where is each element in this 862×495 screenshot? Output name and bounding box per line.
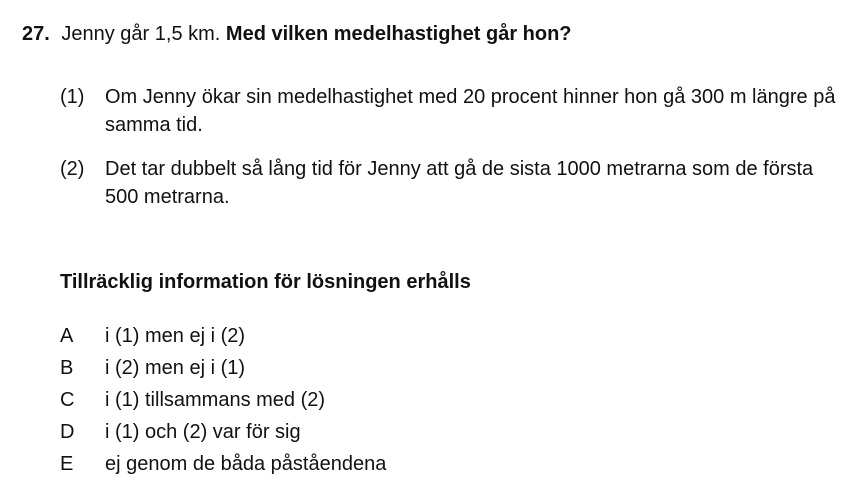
question-text: Med vilken medelhastighet går hon? [225,23,572,45]
option-letter: A [60,325,74,347]
instruction-heading: Tillräcklig information för lösningen erhålls [60,271,471,293]
statement-text: Det tar dubbelt så lång tid för Jenny att gå de sista 1000 metrarna som de första 500 metrarna. [105,158,814,208]
option-a[interactable] [60,322,760,354]
option-letter: C [60,389,75,411]
question-number: 27. [22,23,50,45]
option-text: i (2) men ej i (1) [105,357,246,379]
option-letter: E [60,453,74,475]
answer-options [60,322,760,482]
question-header [22,20,572,48]
statement-marker: (1) [60,86,85,108]
option-text: i (1) tillsammans med (2) [105,389,326,411]
statement-marker: (2) [60,158,85,180]
option-letter: D [60,421,75,443]
option-text: i (1) och (2) var för sig [105,421,301,443]
option-b[interactable] [60,354,760,386]
option-text: ej genom de båda påståendena [105,453,387,475]
option-text: i (1) men ej i (2) [105,325,246,347]
statement-1 [60,83,850,139]
option-letter: B [60,357,74,379]
statement-2 [60,155,850,211]
question-intro: Jenny går 1,5 km. [61,23,221,45]
option-c[interactable] [60,386,760,418]
statement-text: Om Jenny ökar sin medelhastighet med 20 procent hinner hon gå 300 m längre på samma tid. [105,86,836,136]
option-e[interactable] [60,450,760,482]
option-d[interactable] [60,418,760,450]
